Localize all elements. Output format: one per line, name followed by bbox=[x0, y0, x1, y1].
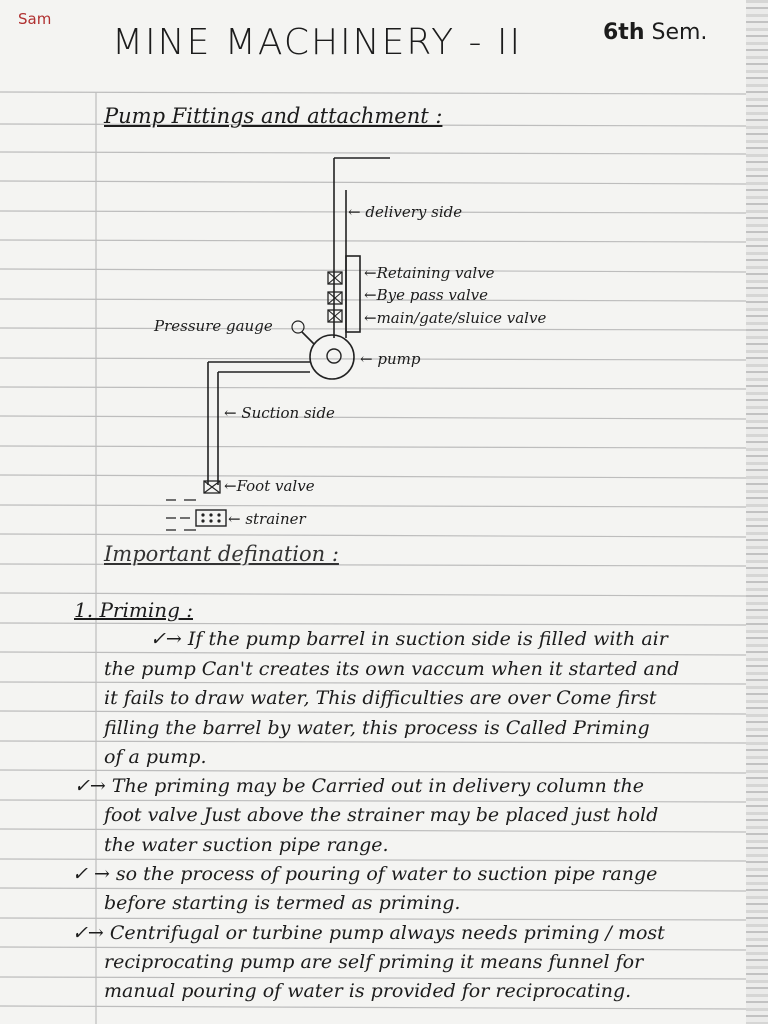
pump-impeller bbox=[327, 349, 341, 363]
priming-line-9: ✓ → so the process of pouring of water to suction pipe range bbox=[72, 863, 658, 885]
priming-line-5: of a pump. bbox=[104, 746, 207, 768]
label-delivery-side: ← delivery side bbox=[348, 203, 463, 221]
water-level-dashes bbox=[166, 500, 196, 530]
label-pressure-gauge: Pressure gauge bbox=[154, 317, 273, 335]
bye-pass-loop bbox=[346, 256, 360, 332]
label-strainer: ← strainer bbox=[228, 510, 306, 528]
pressure-gauge-dial bbox=[292, 321, 304, 333]
retaining-valve-symbol bbox=[328, 272, 342, 284]
priming-line-8: the water suction pipe range. bbox=[104, 834, 389, 856]
gauge-line bbox=[302, 332, 314, 344]
definitions-heading: Important defination : bbox=[104, 542, 339, 566]
foot-valve-symbol bbox=[204, 481, 220, 493]
priming-line-11: ✓→ Centrifugal or turbine pump always needs priming / most bbox=[72, 922, 665, 944]
strainer-holes bbox=[201, 513, 220, 522]
priming-line-12: reciprocating pump are self priming it means funnel for bbox=[104, 951, 644, 973]
main-valve-symbol bbox=[328, 310, 342, 322]
strainer-box bbox=[196, 510, 226, 526]
label-pump: ← pump bbox=[360, 350, 421, 368]
label-main-valve: ←main/gate/sluice valve bbox=[364, 309, 547, 327]
section-heading: Pump Fittings and attachment : bbox=[104, 104, 443, 128]
page-title: MINE MACHINERY - II bbox=[112, 22, 523, 63]
priming-line-13: manual pouring of water is provided for reciprocating. bbox=[104, 980, 632, 1002]
priming-line-4: filling the barrel by water, this process is Called Priming bbox=[104, 717, 650, 739]
label-bye-pass-valve: ←Bye pass valve bbox=[364, 286, 488, 304]
semester-number: 6th bbox=[603, 20, 645, 45]
semester-word: Sem. bbox=[651, 20, 708, 45]
priming-line-1: ✓→ If the pump barrel in suction side is filled with air bbox=[150, 628, 668, 650]
priming-line-6: ✓→ The priming may be Carried out in delivery column the bbox=[74, 775, 644, 797]
label-retaining-valve: ←Retaining valve bbox=[364, 264, 495, 282]
corner-mark: Sam bbox=[18, 10, 52, 28]
priming-line-2: the pump Can't creates its own vaccum when it started and bbox=[104, 658, 680, 680]
suction-pipe bbox=[208, 362, 310, 485]
priming-heading: 1. Priming : bbox=[74, 598, 193, 622]
priming-line-3: it fails to draw water, This difficulties are over Come first bbox=[104, 687, 657, 709]
bye-pass-valve-symbol bbox=[328, 292, 342, 304]
priming-line-10: before starting is termed as priming. bbox=[104, 892, 461, 914]
label-foot-valve: ←Foot valve bbox=[224, 477, 315, 495]
pump-casing bbox=[310, 335, 354, 379]
label-suction-side: ← Suction side bbox=[224, 404, 335, 422]
priming-line-7: foot valve Just above the strainer may be placed just hold bbox=[104, 804, 659, 826]
